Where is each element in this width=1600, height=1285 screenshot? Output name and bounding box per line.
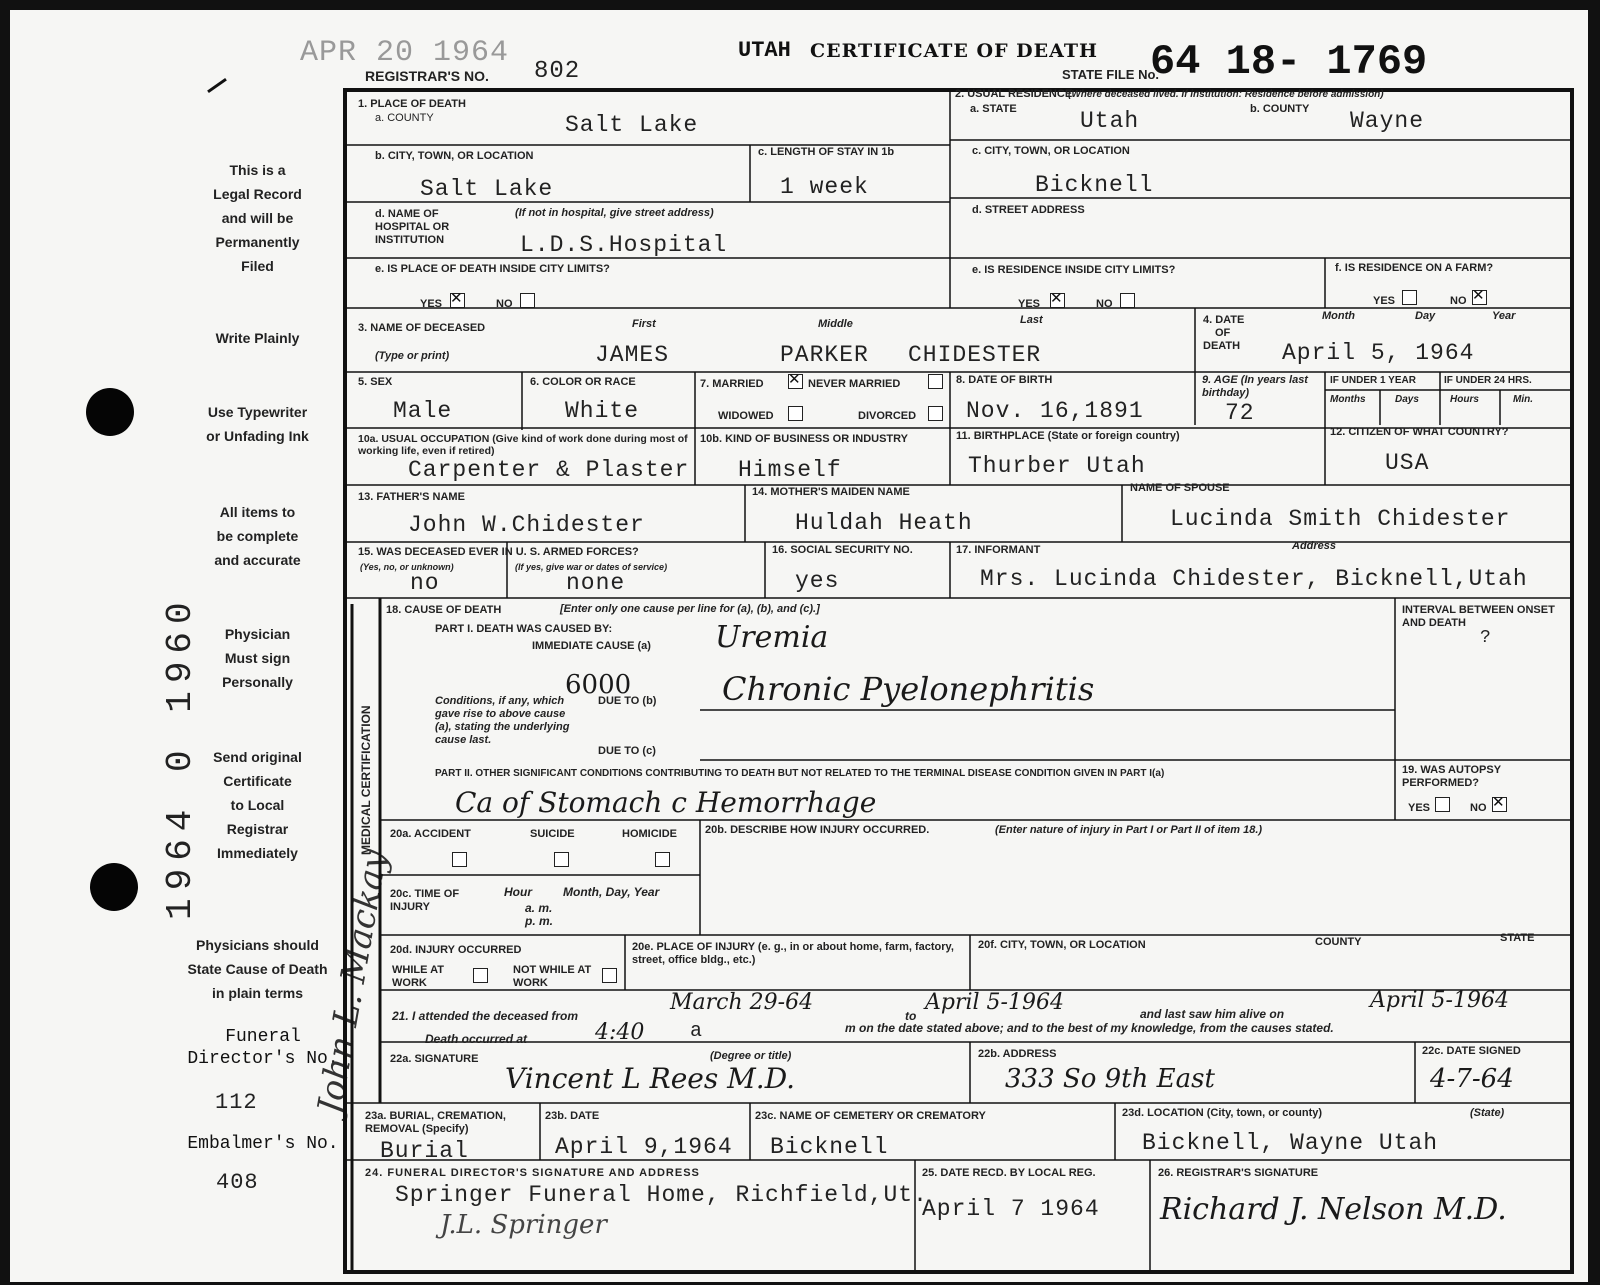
burial-state-label: (State) [1470, 1107, 1505, 1119]
never-married-label: NEVER MARRIED [808, 378, 901, 390]
length-of-stay: 1 week [780, 174, 869, 200]
embalmer-no: 408 [216, 1170, 259, 1195]
injury-city-label: 20f. CITY, TOWN, OR LOCATION [978, 939, 1146, 951]
race-label: 6. COLOR OR RACE [530, 376, 636, 388]
residence-inside-city-yes-checkbox[interactable] [1050, 293, 1065, 308]
hospital-name: L.D.S.Hospital [520, 232, 728, 258]
title-prefix: UTAH [738, 38, 791, 63]
one-cause-note: [Enter only one cause per line for (a), (b), and (c).] [560, 603, 820, 615]
physician-address: 333 So 9th East [1005, 1064, 1215, 1094]
father-label: 13. FATHER'S NAME [358, 491, 465, 503]
farm-no-checkbox[interactable] [1472, 290, 1487, 305]
disposition: Burial [380, 1138, 469, 1164]
residence-city-label: c. CITY, TOWN, OR LOCATION [972, 145, 1130, 157]
sex: Male [393, 398, 453, 424]
due-to-b-label: DUE TO (b) [598, 695, 657, 707]
minutes-label: Min. [1513, 394, 1533, 405]
sex-label: 5. SEX [358, 376, 393, 388]
autopsy-no-checkbox[interactable] [1492, 797, 1507, 812]
accident-label: 20a. ACCIDENT [390, 828, 471, 840]
date-of-birth-label: 8. DATE OF BIRTH [956, 374, 1053, 386]
residence-no-label: NO [1096, 298, 1113, 310]
last-saw-label: and last saw him alive on [1140, 1007, 1285, 1021]
death-am-pm: a [690, 1020, 704, 1043]
informant-address-label: Address [1292, 540, 1337, 552]
divorced-checkbox[interactable] [928, 406, 943, 421]
age-label: 9. AGE (In years last birthday) [1202, 374, 1308, 399]
last-saw-date: April 5-1964 [1370, 988, 1509, 1013]
residence-state: Utah [1080, 108, 1140, 134]
occupation: Carpenter & Plaster [408, 457, 690, 483]
middle-name: PARKER [780, 342, 869, 368]
suicide-label: SUICIDE [530, 828, 575, 840]
residence-label: 2. USUAL RESIDENCE [955, 88, 1073, 100]
armed-forces: no [410, 570, 440, 596]
birthplace-label: 11. BIRTHPLACE (State or foreign country) [956, 430, 1180, 442]
state-file-no: 64 18- 1769 [1150, 38, 1428, 86]
widowed-checkbox[interactable] [788, 406, 803, 421]
business: Himself [738, 457, 842, 483]
received-stamp: APR 20 1964 [300, 36, 510, 70]
place-of-death-label: 1. PLACE OF DEATH [358, 98, 466, 110]
funeral-director-label: Funeral Director's No. [187, 1027, 339, 1069]
death-time: 4:40 [595, 1020, 645, 1045]
birthplace: Thurber Utah [968, 453, 1146, 479]
plain-terms-note: Physicians should State Cause of Death in plain terms [187, 937, 328, 1001]
interval-label: INTERVAL BETWEEN ONSET AND DEATH [1402, 604, 1555, 629]
death-inside-city-yes-label: YES [420, 298, 443, 310]
homicide-checkbox[interactable] [655, 852, 670, 867]
immediate-cause-label: IMMEDIATE CAUSE (a) [532, 640, 651, 652]
months-label: Months [1330, 394, 1366, 405]
days-label: Days [1395, 394, 1419, 405]
farm-no-label: NO [1450, 295, 1467, 307]
accident-checkbox[interactable] [452, 852, 467, 867]
embalmer-label: Embalmer's No. [187, 1134, 339, 1154]
date-signed: 4-7-64 [1430, 1064, 1514, 1094]
cause-of-death-label: 18. CAUSE OF DEATH [386, 604, 502, 616]
armed-forces-note: (Yes, no, or unknown) [360, 562, 454, 572]
farm-yes-checkbox[interactable] [1402, 290, 1417, 305]
disposition-label: 23a. BURIAL, CREMATION, REMOVAL (Specify) [365, 1110, 506, 1135]
death-city-label: b. CITY, TOWN, OR LOCATION [375, 150, 534, 162]
autopsy-yes-label: YES [1408, 802, 1431, 814]
farm-yes-label: YES [1373, 295, 1396, 307]
burial-location: Bicknell, Wayne Utah [1142, 1130, 1439, 1156]
write-plainly-note: Write Plainly [215, 330, 300, 346]
while-at-work-label: WHILE AT WORK [392, 964, 444, 989]
due-to-c-label: DUE TO (c) [598, 745, 656, 757]
armed-service-note: (If yes, give war or dates of service) [515, 562, 668, 572]
describe-injury-label: 20b. DESCRIBE HOW INJURY OCCURRED. [705, 824, 930, 836]
spouse-label: NAME OF SPOUSE [1130, 482, 1230, 494]
autopsy-no-label: NO [1470, 802, 1487, 814]
month-day-year-label: Month, Day, Year [563, 885, 660, 899]
state-file-label: STATE FILE No. [1062, 67, 1160, 82]
conditions-note: Conditions, if any, which gave rise to above cause (a), stating the underlying cause last. [435, 695, 570, 746]
burial-location-label: 23d. LOCATION (City, town, or county) [1122, 1107, 1323, 1119]
certificate-page [10, 10, 1588, 1282]
date-received-label: 25. DATE RECD. BY LOCAL REG. [922, 1167, 1096, 1179]
social-security: yes [795, 568, 840, 594]
citizen: USA [1385, 450, 1430, 476]
attended-from: March 29-64 [670, 990, 814, 1015]
mother-label: 14. MOTHER'S MAIDEN NAME [752, 486, 910, 498]
social-security-label: 16. SOCIAL SECURITY NO. [772, 544, 913, 556]
under-24-hours-label: IF UNDER 24 HRS. [1444, 375, 1532, 386]
typewriter-note: Use Typewriter or Unfading Ink [206, 404, 309, 444]
death-inside-city-label: e. IS PLACE OF DEATH INSIDE CITY LIMITS? [375, 263, 610, 275]
funeral-home: Springer Funeral Home, Richfield,Ut. [395, 1182, 928, 1208]
date-of-death: April 5, 1964 [1282, 340, 1475, 366]
vertical-signature: John L. Mackay [310, 846, 396, 1117]
injury-state-label: STATE [1500, 932, 1535, 944]
interval: ? [1480, 628, 1492, 648]
complete-note: All items to be complete and accurate [214, 504, 301, 568]
injury-county-label: COUNTY [1315, 936, 1362, 948]
signature-label: 22a. SIGNATURE [390, 1053, 479, 1065]
citizen-label: 12. CITIZEN OF WHAT COUNTRY? [1330, 426, 1509, 438]
age: 72 [1225, 400, 1255, 426]
armed-service: none [566, 570, 626, 596]
attended-to-label: to [905, 1009, 917, 1023]
residence-county: Wayne [1350, 108, 1425, 134]
registrar-signature: Richard J. Nelson M.D. [1160, 1192, 1507, 1227]
length-of-stay-label: c. LENGTH OF STAY IN 1b [758, 146, 895, 158]
cemetery: Bicknell [770, 1134, 889, 1160]
burial-date: April 9,1964 [555, 1134, 733, 1160]
father-name: John W.Chidester [408, 512, 645, 538]
cemetery-label: 23c. NAME OF CEMETERY OR CREMATORY [755, 1110, 986, 1122]
day-label: Day [1415, 310, 1436, 322]
legal-record-note: This is a Legal Record and will be Permanently Filed [213, 162, 302, 274]
residence-county-label: b. COUNTY [1250, 103, 1310, 115]
race: White [565, 398, 640, 424]
hours-label: Hours [1450, 394, 1479, 405]
time-of-injury-label: 20c. TIME OF INJURY [390, 888, 460, 913]
hour-label: Hour [504, 885, 532, 899]
place-of-injury-label: 20e. PLACE OF INJURY (e. g., in or about home, farm, factory, street, office bldg., etc.) [632, 941, 954, 966]
while-at-work-checkbox[interactable] [473, 968, 488, 983]
homicide-label: HOMICIDE [622, 828, 677, 840]
occupation-label: 10a. USUAL OCCUPATION (Give kind of work done during most of working life, even if retired) [358, 433, 688, 457]
knowledge-statement: m on the date stated above; and to the best of my knowledge, from the causes stated. [845, 1021, 1334, 1035]
death-occurred-label: Death occurred at [425, 1032, 528, 1046]
injury-occurred-label: 20d. INJURY OCCURRED [390, 944, 522, 956]
under-1-year-label: IF UNDER 1 YEAR [1330, 375, 1416, 386]
certificate-title: CERTIFICATE OF DEATH [810, 40, 1098, 62]
immediate-cause: Uremia [715, 620, 829, 655]
funeral-director-signature: J.L. Springer [440, 1210, 607, 1240]
farm-label: f. IS RESIDENCE ON A FARM? [1335, 262, 1494, 274]
suicide-checkbox[interactable] [554, 852, 569, 867]
date-received: April 7 1964 [922, 1196, 1100, 1222]
funeral-director-no: 112 [215, 1090, 258, 1115]
registrar-signature-label: 26. REGISTRAR'S SIGNATURE [1158, 1167, 1319, 1179]
spouse-name: Lucinda Smith Chidester [1170, 506, 1511, 532]
divorced-label: DIVORCED [858, 410, 917, 422]
part-2-label: PART II. OTHER SIGNIFICANT CONDITIONS CONTRIBUTING TO DEATH BUT NOT RELATED TO THE TERMINAL DISEASE CONDITION GIVEN IN PART I(a) [435, 768, 1165, 779]
attended-label: 21. I attended the deceased from [392, 1009, 579, 1023]
date-of-death-label: 4. DATE OF DEATH [1203, 314, 1245, 352]
vertical-file-number: 1964 0 1960 [160, 594, 201, 920]
residence-yes-label: YES [1018, 298, 1041, 310]
due-to-b: Chronic Pyelonephritis [722, 670, 1095, 708]
month-label: Month [1322, 310, 1355, 322]
middle-name-label: Middle [818, 318, 853, 330]
not-while-at-work-checkbox[interactable] [602, 968, 617, 983]
registrar-no: 802 [534, 58, 581, 85]
never-married-checkbox[interactable] [928, 374, 943, 389]
part-1-label: PART I. DEATH WAS CAUSED BY: [435, 623, 613, 635]
mother-name: Huldah Heath [795, 510, 973, 536]
residence-inside-city-label: e. IS RESIDENCE INSIDE CITY LIMITS? [972, 264, 1176, 276]
residence-inside-city-no-checkbox[interactable] [1120, 293, 1135, 308]
widowed-label: WIDOWED [718, 410, 774, 422]
last-name: CHIDESTER [908, 342, 1042, 368]
married-checkbox[interactable] [788, 374, 803, 389]
armed-forces-label: 15. WAS DECEASED EVER IN U. S. ARMED FORCES? [358, 546, 639, 558]
medical-certification-label: MEDICAL CERTIFICATION [359, 705, 373, 855]
hospital-label: d. NAME OF HOSPITAL OR INSTITUTION [375, 208, 450, 246]
cause-code: 6000 [565, 670, 632, 700]
am-pm-label: a. m. p. m. [525, 901, 554, 928]
first-name-label: First [632, 318, 656, 330]
autopsy-yes-checkbox[interactable] [1435, 797, 1450, 812]
send-original-note: Send original Certificate to Local Registrar Immediately [213, 749, 302, 861]
year-label: Year [1492, 310, 1516, 322]
physician-sign-note: Physician Must sign Personally [222, 626, 293, 690]
deceased-name-label: 3. NAME OF DECEASED [358, 322, 486, 334]
informant: Mrs. Lucinda Chidester, Bicknell,Utah [980, 566, 1528, 592]
burial-date-label: 23b. DATE [545, 1110, 600, 1122]
married-label: 7. MARRIED [700, 378, 764, 390]
autopsy-label: 19. WAS AUTOPSY PERFORMED? [1402, 764, 1501, 789]
death-city: Salt Lake [420, 176, 554, 202]
date-of-birth: Nov. 16,1891 [966, 398, 1144, 424]
death-inside-city-no-checkbox[interactable] [520, 293, 535, 308]
hospital-note: (If not in hospital, give street address) [515, 207, 714, 219]
funeral-director-signature-label: 24. FUNERAL DIRECTOR'S SIGNATURE AND ADDRESS [365, 1167, 700, 1179]
date-signed-label: 22c. DATE SIGNED [1422, 1045, 1521, 1057]
degree-label: (Degree or title) [710, 1050, 792, 1062]
residence-state-label: a. STATE [970, 103, 1017, 115]
physician-signature: Vincent L Rees M.D. [505, 1062, 796, 1095]
attended-to: April 5-1964 [925, 990, 1064, 1015]
county-label: a. COUNTY [375, 112, 434, 124]
not-while-at-work-label: NOT WHILE AT WORK [513, 964, 592, 989]
death-inside-city-yes-checkbox[interactable] [450, 293, 465, 308]
business-label: 10b. KIND OF BUSINESS OR INDUSTRY [700, 433, 909, 445]
type-or-print-note: (Type or print) [375, 350, 450, 362]
physician-address-label: 22b. ADDRESS [978, 1048, 1057, 1060]
first-name: JAMES [595, 342, 670, 368]
death-inside-city-no-label: NO [496, 298, 513, 310]
part-2-conditions: Ca of Stomach c Hemorrhage [455, 786, 877, 819]
informant-label: 17. INFORMANT [956, 544, 1041, 556]
street-address-label: d. STREET ADDRESS [972, 204, 1085, 216]
registrar-no-label: REGISTRAR'S NO. [365, 68, 489, 84]
describe-injury-note: (Enter nature of injury in Part I or Part II of item 18.) [995, 824, 1263, 836]
last-name-label: Last [1020, 314, 1043, 326]
residence-note: (Where deceased lived. If institution: Residence before admission) [1068, 89, 1384, 100]
residence-city: Bicknell [1035, 172, 1154, 198]
death-county: Salt Lake [565, 112, 699, 138]
